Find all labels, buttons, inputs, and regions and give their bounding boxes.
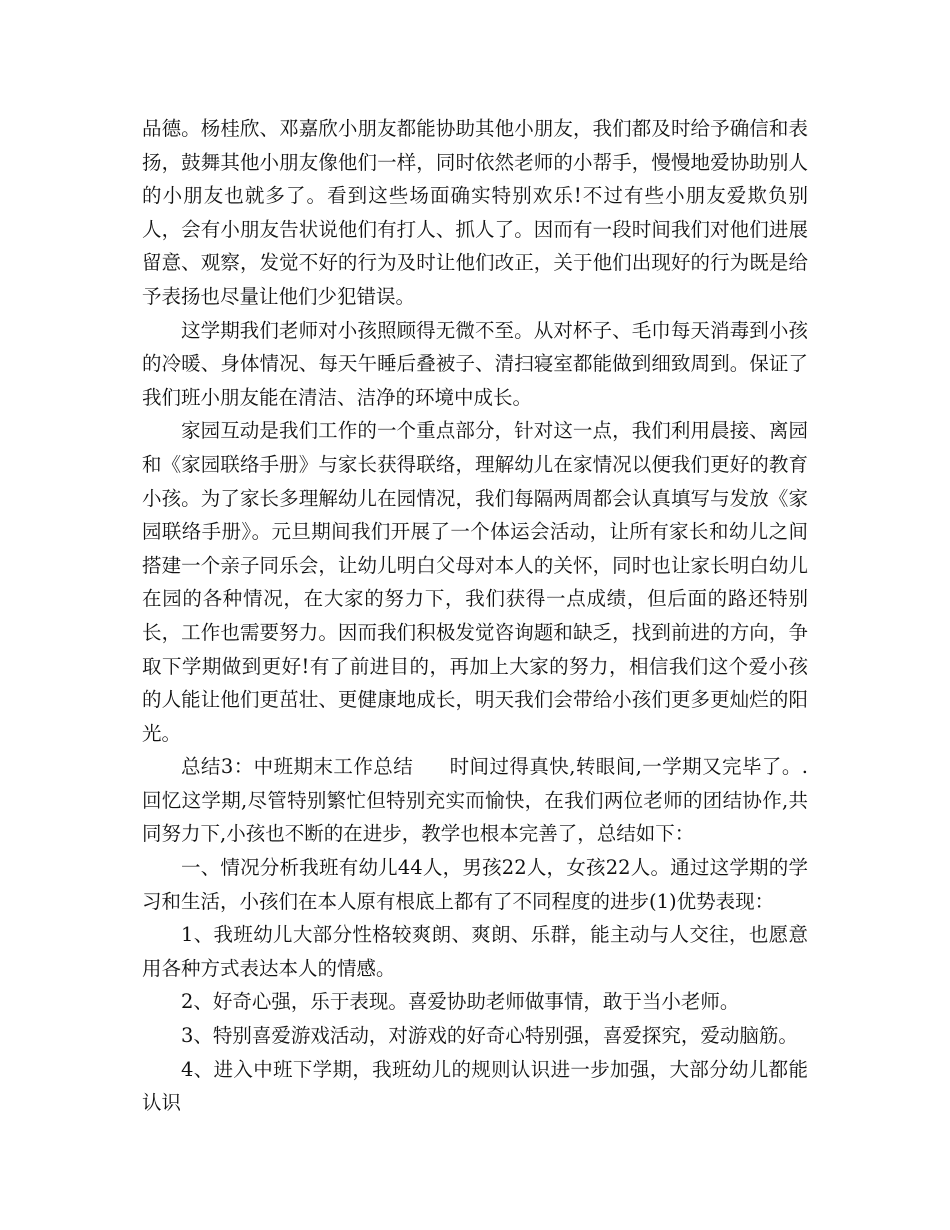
summary-intro: 时间过得真快,转眼间,一学期又完毕了。.回忆这学期,尽管特别繁忙但特别充实而愉快，在我们两位老师的团结协作,共同努力下,小孩也不断的在进步，教学也根本完善了，总结如下： xyxy=(142,755,808,846)
paragraph-summary-3 xyxy=(142,750,808,851)
list-item-4: 4、进入中班下学期，我班幼儿的规则认识进一步加强，大部分幼儿都能认识 xyxy=(142,1057,808,1115)
list-item-3: 3、特别喜爱游戏活动，对游戏的好奇心特别强，喜爱探究，爱动脑筋。 xyxy=(181,1024,798,1048)
paragraph-care: 这学期我们老师对小孩照顾得无微不至。从对杯子、毛巾每天消毒到小孩的冷暖、身体情况、每天午睡后叠被子、清扫寝室都能做到细致周到。保证了我们班小朋友能在清洁、洁净的环境中成长。 xyxy=(142,318,808,409)
paragraph-home-school: 家园互动是我们工作的一个重点部分，针对这一点，我们利用晨接、离园和《家园联络手册》与家长获得联络，理解幼儿在家情况以便我们更好的教育小孩。为了家长多理解幼儿在园情况，我们每隔两周都会认真填写与发放《家园联络手册》。元旦期间我们开展了一个体运会活动，让所有家长和幼儿之间搭建一个亲子同乐会，让幼儿明白父母对本人的关怀，同时也让家长明白幼儿在园的各种情况，在大家的努力下，我们获得一点成绩，但后面的路还特别长，工作也需要努力。因而我们积极发觉咨询题和缺乏，找到前进的方向，争取下学期做到更好!有了前进目的，再加上大家的努力，相信我们这个爱小孩的人能让他们更茁壮、更健康地成长，明天我们会带给小孩们更多更灿烂的阳光。 xyxy=(142,419,808,745)
paragraph-situation-analysis: 一、情况分析我班有幼儿44人，男孩22人，女孩22人。通过这学期的学习和生活，小孩们在本人原有根底上都有了不同程度的进步(1)优势表现： xyxy=(142,856,808,913)
list-item-2: 2、好奇心强，乐于表现。喜爱协助老师做事情，敢于当小老师。 xyxy=(181,990,740,1014)
paragraph-moral-continuation: 品德。杨桂欣、邓嘉欣小朋友都能协助其他小朋友，我们都及时给予确信和表扬，鼓舞其他小朋友像他们一样，同时依然老师的小帮手，慢慢地爱协助别人的小朋友也就多了。看到这些场面确实特别欢乐!不过有些小朋友爱欺负别人，会有小朋友告状说他们有打人、抓人了。因而有一段时间我们对他们进展留意、观察，发觉不好的行为及时让他们改正，关于他们出现好的行为既是给予表扬也尽量让他们少犯错误。 xyxy=(142,117,808,308)
document-page xyxy=(142,112,808,1120)
summary-heading: 总结3：中班期末工作总结 xyxy=(181,755,414,779)
list-item-1: 1、我班幼儿大部分性格较爽朗、爽朗、乐群，能主动与人交往，也愿意用各种方式表达本人的情感。 xyxy=(142,923,808,980)
